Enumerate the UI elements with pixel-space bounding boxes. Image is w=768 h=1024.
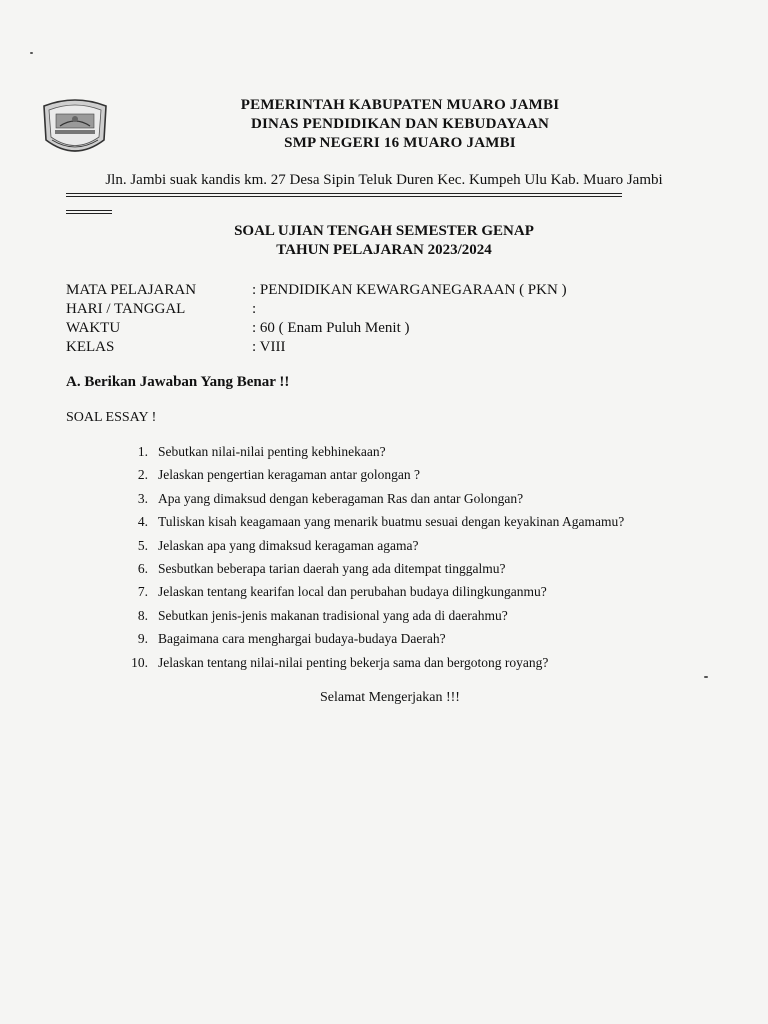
info-value: : 60 ( Enam Puluh Menit ) <box>252 320 410 336</box>
question-number: 2. <box>137 467 148 483</box>
info-label: WAKTU <box>66 320 121 336</box>
info-value: : PENDIDIKAN KEWARGANEGARAAN ( PKN ) <box>252 282 567 298</box>
question-text: Bagaimana cara menghargai budaya-budaya Daerah? <box>158 631 446 647</box>
info-label: MATA PELAJARAN <box>66 282 197 298</box>
short-rule-bottom <box>66 213 112 214</box>
letterhead-rule-top <box>66 193 622 194</box>
question-text: Apa yang dimaksud dengan keberagaman Ras dan antar Golongan? <box>158 490 524 506</box>
question-number: 8. <box>137 607 148 623</box>
header-government: PEMERINTAH KABUPATEN MUARO JAMBI <box>240 97 560 113</box>
question-text: Tuliskan kisah keagamaan yang menarik buatmu sesuai dengan keyakinan Agamamu? <box>158 514 625 530</box>
info-value: : VIII <box>252 339 286 355</box>
question-number: 7. <box>137 584 148 600</box>
scan-speck <box>30 52 33 54</box>
info-label: HARI / TANGGAL <box>66 301 186 317</box>
question-number: 3. <box>137 490 148 506</box>
question-text: Jelaskan tentang nilai-nilai penting bekerja sama dan bergotong royang? <box>158 654 549 670</box>
question-number: 5. <box>137 537 148 553</box>
scan-speck <box>704 676 708 678</box>
question-number: 1. <box>137 444 148 459</box>
question-text: Sesbutkan beberapa tarian daerah yang ada ditempat tinggalmu? <box>158 560 506 576</box>
question-text: Jelaskan apa yang dimaksud keragaman agama? <box>158 537 419 553</box>
exam-title-line1: SOAL UJIAN TENGAH SEMESTER GENAP <box>234 223 534 239</box>
header-school: SMP NEGERI 16 MUARO JAMBI <box>284 135 516 151</box>
info-label: KELAS <box>66 339 115 355</box>
essay-label: SOAL ESSAY ! <box>66 410 157 425</box>
school-address: Jln. Jambi suak kandis km. 27 Desa Sipin Teluk Duren Kec. Kumpeh Ulu Kab. Muaro Jambi <box>105 172 663 188</box>
question-text: Jelaskan pengertian keragaman antar golongan ? <box>158 467 421 483</box>
question-text: Jelaskan tentang kearifan local dan perubahan budaya dilingkunganmu? <box>158 584 547 600</box>
question-number: 9. <box>137 631 148 647</box>
regency-emblem-logo <box>38 96 112 158</box>
header-department: DINAS PENDIDIKAN DAN KEBUDAYAAN <box>250 116 550 132</box>
short-rule-top <box>66 210 112 211</box>
closing-message: Selamat Mengerjakan !!! <box>320 690 460 705</box>
question-text: Sebutkan jenis-jenis makanan tradisional yang ada di daerahmu? <box>158 607 508 623</box>
section-a-heading: A. Berikan Jawaban Yang Benar !! <box>66 374 290 390</box>
question-number: 4. <box>137 514 148 530</box>
info-value: : <box>252 301 257 317</box>
letterhead-rule-bottom <box>66 196 622 197</box>
exam-title-line2: TAHUN PELAJARAN 2023/2024 <box>276 242 492 258</box>
letterhead <box>120 96 680 153</box>
exam-title <box>0 222 768 260</box>
question-text: Sebutkan nilai-nilai penting kebhinekaan? <box>158 444 386 459</box>
question-number: 10. <box>131 654 148 670</box>
question-number: 6. <box>137 560 148 576</box>
